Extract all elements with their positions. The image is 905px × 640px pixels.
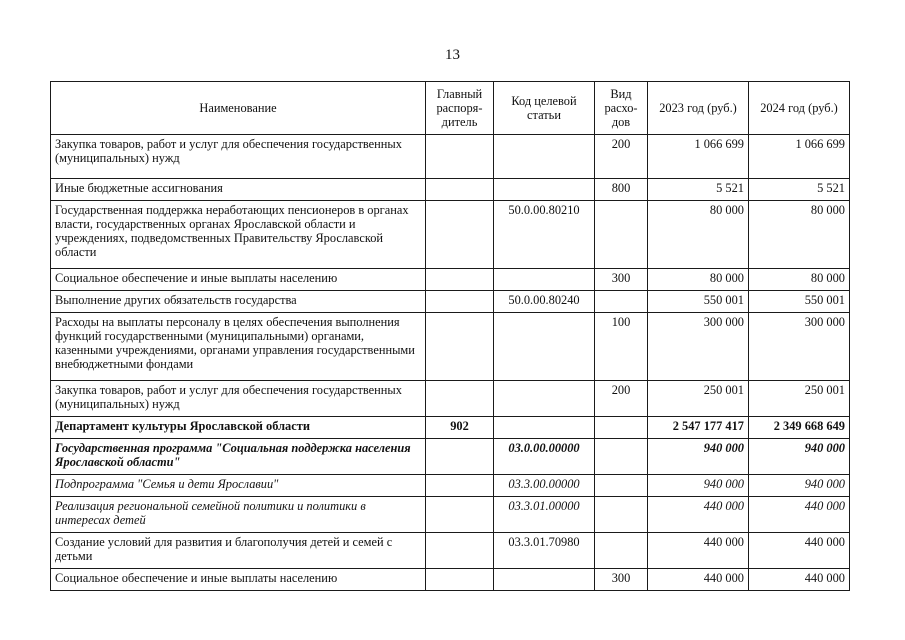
row-main-manager-cell <box>426 475 494 497</box>
row-2024-cell: 2 349 668 649 <box>749 417 850 439</box>
row-target-code-cell <box>494 569 595 591</box>
row-expense-type-cell: 300 <box>595 269 648 291</box>
row-name-cell: Закупка товаров, работ и услуг для обеспечения государственных (муниципальных) нужд <box>51 381 426 417</box>
row-2023-cell: 1 066 699 <box>648 135 749 179</box>
row-main-manager-cell <box>426 291 494 313</box>
table-row <box>51 439 850 475</box>
row-2023-cell: 440 000 <box>648 497 749 533</box>
row-main-manager-cell <box>426 439 494 475</box>
row-name-cell: Выполнение других обязательств государства <box>51 291 426 313</box>
col-header-2023: 2023 год (руб.) <box>648 82 749 135</box>
row-expense-type-cell: 200 <box>595 135 648 179</box>
row-expense-type-cell <box>595 533 648 569</box>
row-2023-cell: 300 000 <box>648 313 749 381</box>
row-2024-cell: 250 001 <box>749 381 850 417</box>
table-row <box>51 475 850 497</box>
row-2024-cell: 940 000 <box>749 439 850 475</box>
row-name-cell: Расходы на выплаты персоналу в целях обеспечения выполнения функций государственными (муниципальными) органами, казенными учреждениями, органами управления государственными внебюджетными фондами <box>51 313 426 381</box>
row-name-cell: Закупка товаров, работ и услуг для обеспечения государственных (муниципальных) нужд <box>51 135 426 179</box>
table-row <box>51 179 850 201</box>
row-expense-type-cell: 800 <box>595 179 648 201</box>
row-2024-cell: 440 000 <box>749 497 850 533</box>
row-2024-cell: 940 000 <box>749 475 850 497</box>
row-name-cell: Реализация региональной семейной политики и политики в интересах детей <box>51 497 426 533</box>
table-row <box>51 533 850 569</box>
row-name-cell: Государственная поддержка неработающих пенсионеров в органах власти, государственных органах Ярославской области и учреждениях, подведомственных Правительству Ярославской области <box>51 201 426 269</box>
col-header-name: Наименование <box>51 82 426 135</box>
row-main-manager-cell <box>426 313 494 381</box>
row-2024-cell: 5 521 <box>749 179 850 201</box>
row-2023-cell: 2 547 177 417 <box>648 417 749 439</box>
row-target-code-cell: 03.3.00.00000 <box>494 475 595 497</box>
row-target-code-cell: 03.3.01.70980 <box>494 533 595 569</box>
row-target-code-cell: 03.0.00.00000 <box>494 439 595 475</box>
row-2024-cell: 440 000 <box>749 533 850 569</box>
row-target-code-cell: 03.3.01.00000 <box>494 497 595 533</box>
row-main-manager-cell <box>426 533 494 569</box>
budget-table <box>50 81 850 591</box>
row-target-code-cell: 50.0.00.80210 <box>494 201 595 269</box>
row-expense-type-cell <box>595 497 648 533</box>
row-target-code-cell <box>494 269 595 291</box>
row-2023-cell: 440 000 <box>648 569 749 591</box>
row-target-code-cell <box>494 135 595 179</box>
col-header-target-code: Код целевой статьи <box>494 82 595 135</box>
row-name-cell: Социальное обеспечение и иные выплаты населению <box>51 269 426 291</box>
row-2024-cell: 550 001 <box>749 291 850 313</box>
col-header-expense-type: Вид расхо-дов <box>595 82 648 135</box>
col-header-main-manager: Главный распоря-дитель <box>426 82 494 135</box>
row-main-manager-cell: 902 <box>426 417 494 439</box>
row-expense-type-cell <box>595 291 648 313</box>
row-main-manager-cell <box>426 201 494 269</box>
row-2024-cell: 1 066 699 <box>749 135 850 179</box>
row-main-manager-cell <box>426 497 494 533</box>
table-header-row <box>51 82 850 135</box>
row-target-code-cell <box>494 313 595 381</box>
row-name-cell: Департамент культуры Ярославской области <box>51 417 426 439</box>
row-2023-cell: 550 001 <box>648 291 749 313</box>
row-main-manager-cell <box>426 381 494 417</box>
table-row <box>51 313 850 381</box>
row-2023-cell: 940 000 <box>648 439 749 475</box>
row-2023-cell: 250 001 <box>648 381 749 417</box>
row-expense-type-cell <box>595 201 648 269</box>
row-expense-type-cell: 100 <box>595 313 648 381</box>
row-expense-type-cell: 200 <box>595 381 648 417</box>
row-main-manager-cell <box>426 569 494 591</box>
row-name-cell: Подпрограмма "Семья и дети Ярославии" <box>51 475 426 497</box>
table-row <box>51 381 850 417</box>
row-2023-cell: 80 000 <box>648 201 749 269</box>
table-row <box>51 497 850 533</box>
row-name-cell: Государственная программа "Социальная поддержка населения Ярославской области" <box>51 439 426 475</box>
row-name-cell: Социальное обеспечение и иные выплаты населению <box>51 569 426 591</box>
table-row <box>51 135 850 179</box>
table-row <box>51 417 850 439</box>
row-name-cell: Создание условий для развития и благополучия детей и семей с детьми <box>51 533 426 569</box>
row-expense-type-cell <box>595 475 648 497</box>
table-row <box>51 291 850 313</box>
row-main-manager-cell <box>426 269 494 291</box>
col-header-2024: 2024 год (руб.) <box>749 82 850 135</box>
table-row <box>51 269 850 291</box>
row-2024-cell: 80 000 <box>749 269 850 291</box>
row-target-code-cell: 50.0.00.80240 <box>494 291 595 313</box>
row-2023-cell: 80 000 <box>648 269 749 291</box>
row-2023-cell: 940 000 <box>648 475 749 497</box>
row-expense-type-cell <box>595 439 648 475</box>
row-target-code-cell <box>494 381 595 417</box>
row-2024-cell: 440 000 <box>749 569 850 591</box>
row-name-cell: Иные бюджетные ассигнования <box>51 179 426 201</box>
row-2024-cell: 80 000 <box>749 201 850 269</box>
row-expense-type-cell: 300 <box>595 569 648 591</box>
row-2024-cell: 300 000 <box>749 313 850 381</box>
page-number: 13 <box>445 47 460 63</box>
row-main-manager-cell <box>426 135 494 179</box>
row-target-code-cell <box>494 179 595 201</box>
row-2023-cell: 5 521 <box>648 179 749 201</box>
row-main-manager-cell <box>426 179 494 201</box>
table-row <box>51 569 850 591</box>
table-row <box>51 201 850 269</box>
row-2023-cell: 440 000 <box>648 533 749 569</box>
row-expense-type-cell <box>595 417 648 439</box>
row-target-code-cell <box>494 417 595 439</box>
